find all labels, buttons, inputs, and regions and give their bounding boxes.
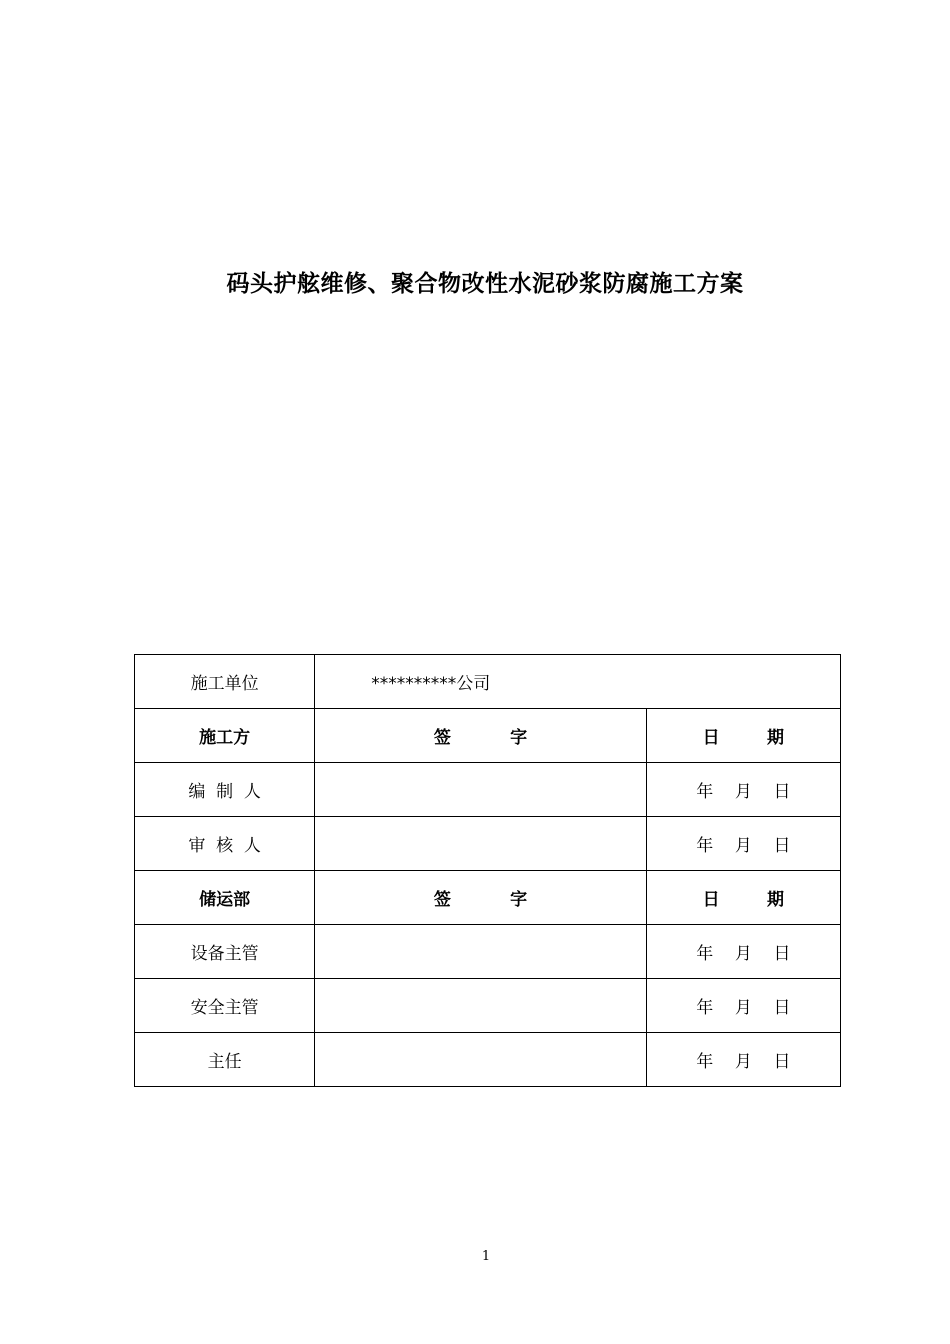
table-row: [135, 1033, 841, 1087]
section2-date-header: 日 期: [646, 871, 840, 925]
signature-cell: [315, 1033, 646, 1087]
approval-table: [134, 654, 841, 1087]
page-number: 1: [481, 1249, 491, 1264]
table-row-unit: [135, 655, 841, 709]
unit-value: **********公司: [315, 655, 841, 709]
signature-cell: [315, 763, 646, 817]
role-label: 设备主管: [135, 925, 315, 979]
table-row: [135, 925, 841, 979]
table-row: [135, 817, 841, 871]
table-row: [135, 763, 841, 817]
document-title: 码头护舷维修、聚合物改性水泥砂浆防腐施工方案: [226, 270, 744, 297]
date-cell: 年 月 日: [646, 1033, 840, 1087]
signature-cell: [315, 925, 646, 979]
role-label: 审 核 人: [135, 817, 315, 871]
date-cell: 年 月 日: [646, 817, 840, 871]
role-label: 编 制 人: [135, 763, 315, 817]
unit-label: 施工单位: [135, 655, 315, 709]
date-cell: 年 月 日: [646, 979, 840, 1033]
section1-party-label: 施工方: [135, 709, 315, 763]
section1-sign-header: 签 字: [315, 709, 646, 763]
role-label: 主任: [135, 1033, 315, 1087]
section2-sign-header: 签 字: [315, 871, 646, 925]
role-label: 安全主管: [135, 979, 315, 1033]
table-row-section1-header: [135, 709, 841, 763]
date-cell: 年 月 日: [646, 763, 840, 817]
date-cell: 年 月 日: [646, 925, 840, 979]
signature-cell: [315, 817, 646, 871]
table-row: [135, 979, 841, 1033]
table-row-section2-header: [135, 871, 841, 925]
signature-cell: [315, 979, 646, 1033]
section1-date-header: 日 期: [646, 709, 840, 763]
section2-party-label: 储运部: [135, 871, 315, 925]
